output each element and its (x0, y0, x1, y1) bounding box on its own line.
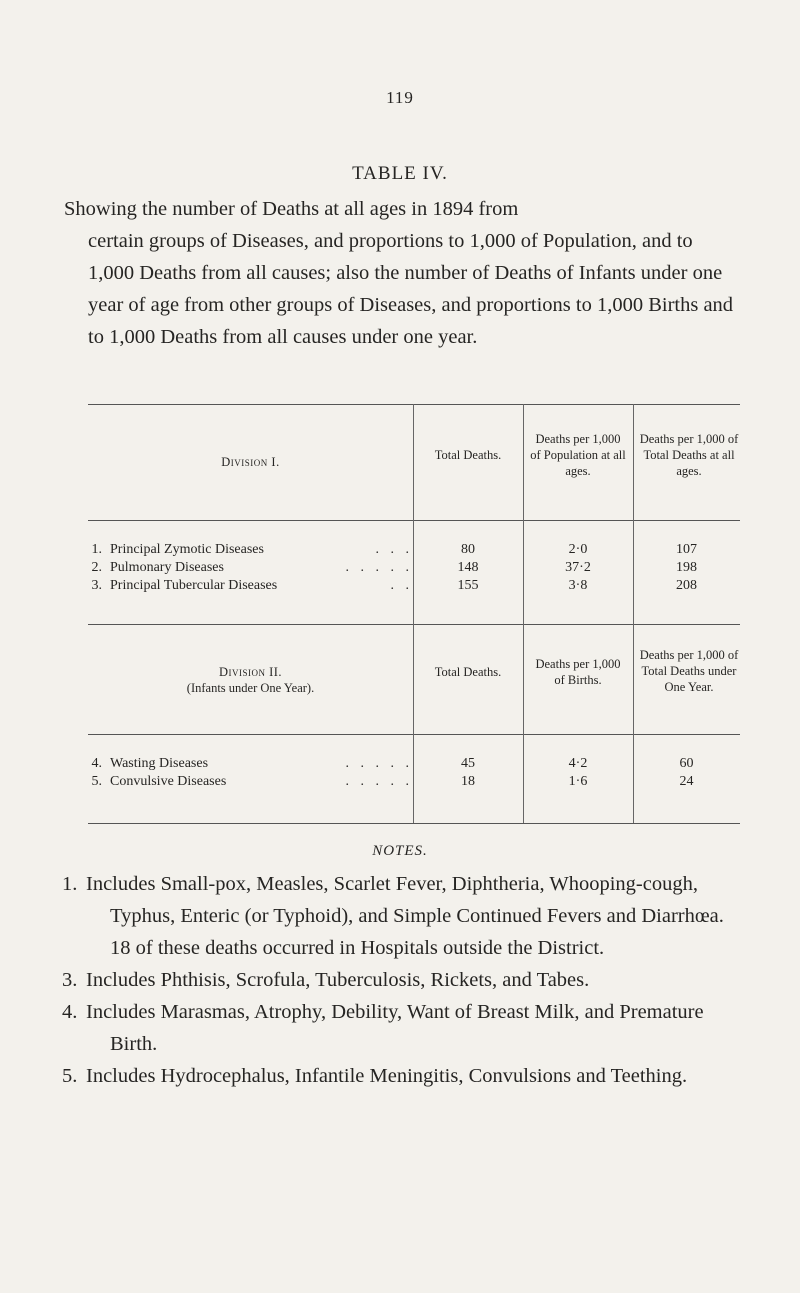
division1-col-total: Total Deaths. (434, 448, 502, 462)
division2-heading (88, 664, 413, 696)
note-number: 4. (62, 1001, 78, 1023)
row-label: Principal Zymotic Diseases (110, 542, 264, 557)
note-item (62, 868, 744, 964)
row-total: 148 (457, 560, 479, 575)
division1-col-per-population: Deaths per 1,000 of Population at all ages. (530, 432, 626, 478)
row-per-population: 37·2 (565, 560, 591, 575)
notes-title: NOTES. (372, 843, 428, 859)
intro-rest: certain groups of Diseases, and proportions to 1,000 of Population, and to 1,000 Deaths from all causes; also the number of Deaths of Infants under one year of age from other groups of Diseases, and proportions to 1,000 Births and to 1,000 Deaths from all causes under one year. (88, 230, 734, 348)
row-leader: . . (390, 578, 413, 593)
table-title: TABLE IV. (352, 163, 448, 184)
note-number: 1. (62, 873, 78, 895)
division2-title: Division II. (218, 665, 283, 679)
table-row (88, 773, 740, 791)
row-total: 18 (461, 774, 475, 789)
division1-col-per-total: Deaths per 1,000 of Total Deaths at all ages. (639, 432, 739, 478)
table-row (88, 559, 740, 577)
row-label: Convulsive Diseases (110, 774, 227, 789)
note-text: Includes Phthisis, Scrofula, Tuberculosis, Rickets, and Tabes. (86, 969, 590, 991)
row-leader: . . . (375, 542, 413, 557)
row-number: 2. (91, 560, 102, 575)
row-label: Principal Tubercular Diseases (110, 578, 278, 593)
note-number: 3. (62, 969, 78, 991)
row-per-total: 107 (676, 542, 697, 557)
row-label: Pulmonary Diseases (110, 560, 224, 575)
row-number: 4. (91, 756, 102, 771)
table-row (88, 541, 740, 559)
row-total: 45 (461, 756, 475, 771)
division2-header-rule (88, 734, 740, 735)
row-per-total: 60 (679, 756, 694, 771)
table-row (88, 755, 740, 773)
division-separator-rule (88, 624, 740, 625)
row-number: 5. (91, 774, 102, 789)
division2-subtitle: (Infants under One Year). (186, 681, 315, 695)
table-top-rule (88, 404, 740, 405)
note-text: Includes Small-pox, Measles, Scarlet Fever, Diphtheria, Whooping-cough, Typhus, Enteric (or Typhoid), and Simple Continued Fevers and Diarrhœa. 18 of these deaths occurred in Hospitals outside the District. (86, 873, 724, 959)
row-per-population: 2·0 (568, 542, 588, 557)
division2-col-total: Total Deaths. (434, 665, 502, 679)
row-leader: . . . . . (345, 774, 413, 789)
note-item (62, 1060, 744, 1092)
notes-list (62, 868, 744, 1092)
intro-paragraph (64, 193, 740, 353)
note-text: Includes Hydrocephalus, Infantile Meningitis, Convulsions and Teething. (86, 1065, 688, 1087)
mortality-table (88, 404, 740, 824)
note-item (62, 996, 744, 1060)
row-per-births: 1·6 (568, 774, 588, 789)
division1-header-rule (88, 520, 740, 521)
division2-col-per-births: Deaths per 1,000 of Births. (535, 657, 621, 687)
note-text: Includes Marasmas, Atrophy, Debility, Want of Breast Milk, and Premature Birth. (86, 1001, 704, 1055)
division1-title: Division I. (221, 455, 280, 469)
row-per-total: 208 (676, 578, 697, 593)
note-number: 5. (62, 1065, 78, 1087)
row-number: 3. (91, 578, 102, 593)
row-per-total: 24 (679, 774, 694, 789)
row-per-population: 3·8 (568, 578, 588, 593)
note-item (62, 964, 744, 996)
row-per-births: 4·2 (568, 756, 588, 771)
row-leader: . . . . . (345, 756, 413, 771)
row-total: 80 (461, 542, 475, 557)
row-leader: . . . . . (345, 560, 413, 575)
row-per-total: 198 (676, 560, 697, 575)
row-number: 1. (91, 542, 102, 557)
row-label: Wasting Diseases (110, 756, 209, 771)
row-total: 155 (457, 578, 479, 593)
intro-first-line: Showing the number of Deaths at all ages in 1894 from (64, 198, 519, 220)
page-number: 119 (386, 88, 414, 107)
table-bottom-rule (88, 823, 740, 824)
table-row (88, 577, 740, 595)
division2-col-per-total: Deaths per 1,000 of Total Deaths under One Year. (639, 648, 739, 694)
